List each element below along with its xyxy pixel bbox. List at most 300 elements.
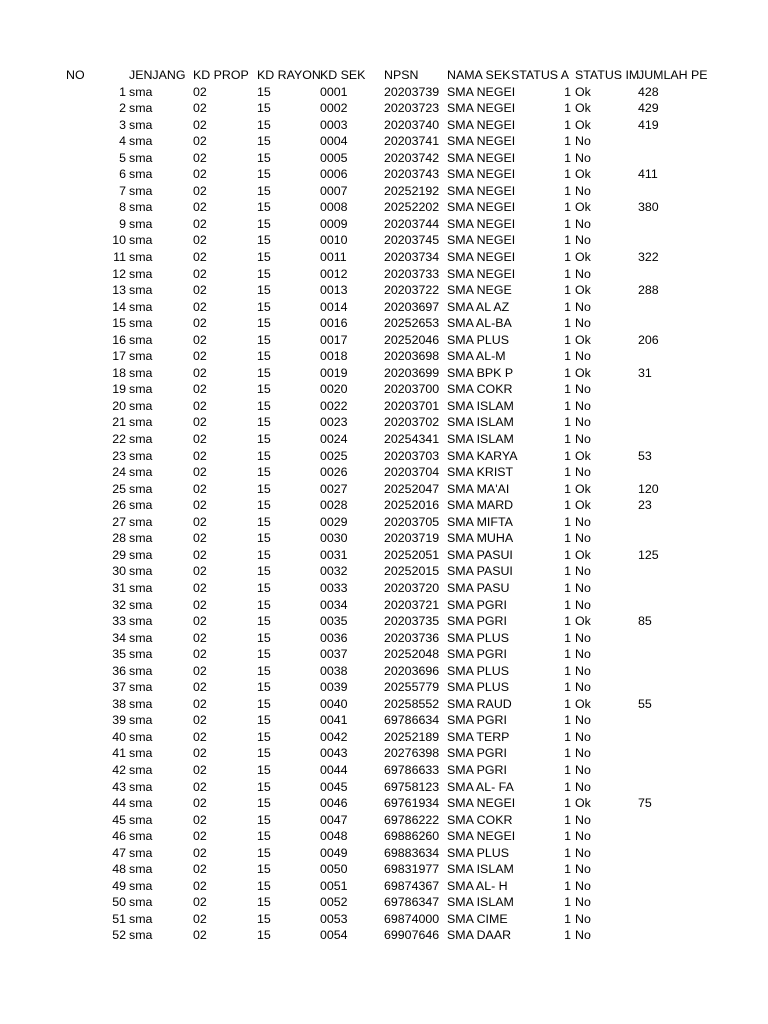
cell-kd-prop[interactable]: 02 <box>193 117 207 132</box>
cell-status-im[interactable]: No <box>575 580 591 595</box>
cell-status-im[interactable]: No <box>575 233 591 248</box>
cell-kd-prop[interactable]: 02 <box>193 134 207 149</box>
cell-status-a[interactable]: 1 <box>564 498 571 513</box>
cell-jenjang[interactable]: sma <box>129 101 153 116</box>
cell-npsn[interactable]: 20203736 <box>384 630 440 645</box>
cell-status-a[interactable]: 1 <box>564 101 571 116</box>
cell-npsn[interactable]: 69786633 <box>384 762 440 777</box>
cell-kd-prop[interactable]: 02 <box>193 580 207 595</box>
cell-nama-sek[interactable]: SMA PGRI <box>447 614 507 629</box>
cell-kd-rayon[interactable]: 15 <box>257 316 271 331</box>
cell-jenjang[interactable]: sma <box>129 895 153 910</box>
cell-status-im[interactable]: No <box>575 647 591 662</box>
cell-no[interactable]: 30 <box>112 564 126 579</box>
cell-no[interactable]: 41 <box>112 746 126 761</box>
cell-npsn[interactable]: 69786222 <box>384 812 440 827</box>
cell-jenjang[interactable]: sma <box>129 845 153 860</box>
header-kd-rayon[interactable]: KD RAYON <box>257 68 321 82</box>
cell-jumlah[interactable]: 380 <box>638 200 659 215</box>
cell-nama-sek[interactable]: SMA NEGEI <box>447 829 516 844</box>
cell-status-im[interactable]: Ok <box>575 614 591 629</box>
cell-kd-rayon[interactable]: 15 <box>257 531 271 546</box>
cell-kd-rayon[interactable]: 15 <box>257 398 271 413</box>
cell-kd-prop[interactable]: 02 <box>193 895 207 910</box>
cell-nama-sek[interactable]: SMA CIME <box>447 911 508 926</box>
cell-kd-rayon[interactable]: 15 <box>257 266 271 281</box>
header-jenjang[interactable]: JENJANG <box>129 68 186 82</box>
cell-no[interactable]: 13 <box>112 283 126 298</box>
cell-npsn[interactable]: 20252051 <box>384 547 440 562</box>
cell-status-im[interactable]: No <box>575 911 591 926</box>
cell-kd-rayon[interactable]: 15 <box>257 84 271 99</box>
cell-kd-sek[interactable]: 0052 <box>320 895 348 910</box>
cell-kd-rayon[interactable]: 15 <box>257 432 271 447</box>
cell-jenjang[interactable]: sma <box>129 167 153 182</box>
cell-status-a[interactable]: 1 <box>564 779 571 794</box>
cell-jenjang[interactable]: sma <box>129 597 153 612</box>
cell-nama-sek[interactable]: SMA ISLAM <box>447 862 514 877</box>
cell-no[interactable]: 16 <box>112 332 126 347</box>
cell-nama-sek[interactable]: SMA AL- FA <box>447 779 514 794</box>
cell-kd-sek[interactable]: 0047 <box>320 812 348 827</box>
cell-kd-sek[interactable]: 0028 <box>320 498 348 513</box>
cell-kd-sek[interactable]: 0036 <box>320 630 348 645</box>
cell-jenjang[interactable]: sma <box>129 746 153 761</box>
cell-status-a[interactable]: 1 <box>564 630 571 645</box>
cell-kd-rayon[interactable]: 15 <box>257 630 271 645</box>
cell-kd-rayon[interactable]: 15 <box>257 465 271 480</box>
cell-no[interactable]: 32 <box>112 597 126 612</box>
cell-nama-sek[interactable]: SMA NEGEI <box>447 216 516 231</box>
cell-nama-sek[interactable]: SMA NEGEI <box>447 183 516 198</box>
cell-nama-sek[interactable]: SMA NEGEI <box>447 167 516 182</box>
cell-jenjang[interactable]: sma <box>129 812 153 827</box>
cell-jenjang[interactable]: sma <box>129 398 153 413</box>
cell-jenjang[interactable]: sma <box>129 696 153 711</box>
cell-kd-sek[interactable]: 0006 <box>320 167 348 182</box>
cell-no[interactable]: 21 <box>112 415 126 430</box>
cell-jenjang[interactable]: sma <box>129 862 153 877</box>
cell-status-a[interactable]: 1 <box>564 283 571 298</box>
cell-kd-sek[interactable]: 0034 <box>320 597 348 612</box>
cell-npsn[interactable]: 20203703 <box>384 448 440 463</box>
cell-kd-rayon[interactable]: 15 <box>257 233 271 248</box>
cell-no[interactable]: 5 <box>119 150 126 165</box>
cell-npsn[interactable]: 20203735 <box>384 614 440 629</box>
cell-no[interactable]: 45 <box>112 812 126 827</box>
cell-jenjang[interactable]: sma <box>129 779 153 794</box>
cell-no[interactable]: 51 <box>112 911 126 926</box>
cell-kd-sek[interactable]: 0026 <box>320 465 348 480</box>
cell-status-im[interactable]: No <box>575 680 591 695</box>
cell-status-im[interactable]: No <box>575 762 591 777</box>
cell-status-a[interactable]: 1 <box>564 713 571 728</box>
cell-status-im[interactable]: Ok <box>575 547 591 562</box>
cell-jenjang[interactable]: sma <box>129 614 153 629</box>
cell-jenjang[interactable]: sma <box>129 580 153 595</box>
cell-nama-sek[interactable]: SMA NEGEI <box>447 150 516 165</box>
cell-jenjang[interactable]: sma <box>129 349 153 364</box>
cell-kd-rayon[interactable]: 15 <box>257 729 271 744</box>
cell-no[interactable]: 50 <box>112 895 126 910</box>
cell-status-a[interactable]: 1 <box>564 432 571 447</box>
cell-status-a[interactable]: 1 <box>564 134 571 149</box>
cell-npsn[interactable]: 20203704 <box>384 465 440 480</box>
cell-kd-prop[interactable]: 02 <box>193 200 207 215</box>
cell-kd-sek[interactable]: 0016 <box>320 316 348 331</box>
cell-nama-sek[interactable]: SMA RAUD <box>447 696 512 711</box>
cell-kd-rayon[interactable]: 15 <box>257 647 271 662</box>
cell-nama-sek[interactable]: SMA ISLAM <box>447 432 514 447</box>
cell-no[interactable]: 17 <box>112 349 126 364</box>
cell-npsn[interactable]: 20252047 <box>384 481 440 496</box>
cell-nama-sek[interactable]: SMA AL-BA <box>447 316 512 331</box>
cell-kd-prop[interactable]: 02 <box>193 928 207 943</box>
cell-jumlah[interactable]: 75 <box>638 796 652 811</box>
cell-kd-prop[interactable]: 02 <box>193 498 207 513</box>
cell-npsn[interactable]: 20203742 <box>384 150 440 165</box>
cell-status-a[interactable]: 1 <box>564 928 571 943</box>
cell-jenjang[interactable]: sma <box>129 911 153 926</box>
cell-kd-prop[interactable]: 02 <box>193 663 207 678</box>
cell-status-a[interactable]: 1 <box>564 729 571 744</box>
cell-status-im[interactable]: No <box>575 597 591 612</box>
cell-kd-rayon[interactable]: 15 <box>257 382 271 397</box>
cell-kd-rayon[interactable]: 15 <box>257 762 271 777</box>
cell-jenjang[interactable]: sma <box>129 332 153 347</box>
cell-kd-rayon[interactable]: 15 <box>257 365 271 380</box>
cell-no[interactable]: 24 <box>112 465 126 480</box>
cell-status-a[interactable]: 1 <box>564 150 571 165</box>
cell-status-im[interactable]: Ok <box>575 448 591 463</box>
cell-kd-sek[interactable]: 0054 <box>320 928 348 943</box>
cell-kd-sek[interactable]: 0024 <box>320 432 348 447</box>
cell-status-im[interactable]: Ok <box>575 117 591 132</box>
cell-status-a[interactable]: 1 <box>564 647 571 662</box>
cell-kd-rayon[interactable]: 15 <box>257 183 271 198</box>
cell-kd-prop[interactable]: 02 <box>193 630 207 645</box>
cell-kd-sek[interactable]: 0004 <box>320 134 348 149</box>
cell-jenjang[interactable]: sma <box>129 448 153 463</box>
cell-status-a[interactable]: 1 <box>564 812 571 827</box>
cell-no[interactable]: 22 <box>112 432 126 447</box>
cell-npsn[interactable]: 20255779 <box>384 680 440 695</box>
cell-kd-rayon[interactable]: 15 <box>257 481 271 496</box>
cell-npsn[interactable]: 20252048 <box>384 647 440 662</box>
cell-jenjang[interactable]: sma <box>129 564 153 579</box>
cell-kd-rayon[interactable]: 15 <box>257 911 271 926</box>
cell-kd-sek[interactable]: 0030 <box>320 531 348 546</box>
cell-kd-sek[interactable]: 0037 <box>320 647 348 662</box>
cell-kd-rayon[interactable]: 15 <box>257 547 271 562</box>
cell-npsn[interactable]: 20203740 <box>384 117 440 132</box>
cell-nama-sek[interactable]: SMA PGRI <box>447 647 507 662</box>
cell-no[interactable]: 1 <box>119 84 126 99</box>
cell-kd-prop[interactable]: 02 <box>193 564 207 579</box>
cell-kd-prop[interactable]: 02 <box>193 547 207 562</box>
cell-kd-prop[interactable]: 02 <box>193 266 207 281</box>
cell-jenjang[interactable]: sma <box>129 531 153 546</box>
cell-status-im[interactable]: Ok <box>575 84 591 99</box>
cell-no[interactable]: 35 <box>112 647 126 662</box>
cell-status-a[interactable]: 1 <box>564 233 571 248</box>
cell-npsn[interactable]: 20203743 <box>384 167 440 182</box>
cell-no[interactable]: 36 <box>112 663 126 678</box>
cell-kd-sek[interactable]: 0009 <box>320 216 348 231</box>
cell-kd-prop[interactable]: 02 <box>193 250 207 265</box>
cell-kd-rayon[interactable]: 15 <box>257 167 271 182</box>
cell-status-im[interactable]: No <box>575 729 591 744</box>
cell-kd-rayon[interactable]: 15 <box>257 216 271 231</box>
cell-jenjang[interactable]: sma <box>129 299 153 314</box>
cell-jenjang[interactable]: sma <box>129 514 153 529</box>
cell-kd-sek[interactable]: 0046 <box>320 796 348 811</box>
cell-no[interactable]: 47 <box>112 845 126 860</box>
cell-status-im[interactable]: Ok <box>575 696 591 711</box>
cell-status-im[interactable]: Ok <box>575 250 591 265</box>
cell-jenjang[interactable]: sma <box>129 663 153 678</box>
cell-status-im[interactable]: No <box>575 398 591 413</box>
cell-kd-prop[interactable]: 02 <box>193 481 207 496</box>
cell-no[interactable]: 48 <box>112 862 126 877</box>
cell-jenjang[interactable]: sma <box>129 647 153 662</box>
cell-status-a[interactable]: 1 <box>564 415 571 430</box>
cell-status-a[interactable]: 1 <box>564 117 571 132</box>
cell-no[interactable]: 15 <box>112 316 126 331</box>
cell-kd-rayon[interactable]: 15 <box>257 117 271 132</box>
cell-kd-prop[interactable]: 02 <box>193 746 207 761</box>
cell-npsn[interactable]: 69874367 <box>384 878 440 893</box>
cell-status-im[interactable]: Ok <box>575 365 591 380</box>
cell-nama-sek[interactable]: SMA ISLAM <box>447 895 514 910</box>
cell-kd-sek[interactable]: 0031 <box>320 547 348 562</box>
cell-no[interactable]: 11 <box>113 250 126 265</box>
cell-kd-sek[interactable]: 0049 <box>320 845 348 860</box>
cell-status-a[interactable]: 1 <box>564 299 571 314</box>
cell-nama-sek[interactable]: SMA AL AZ <box>447 299 510 314</box>
cell-status-a[interactable]: 1 <box>564 200 571 215</box>
cell-jenjang[interactable]: sma <box>129 233 153 248</box>
cell-kd-prop[interactable]: 02 <box>193 729 207 744</box>
cell-status-im[interactable]: Ok <box>575 481 591 496</box>
cell-jenjang[interactable]: sma <box>129 382 153 397</box>
cell-kd-sek[interactable]: 0001 <box>320 84 348 99</box>
cell-kd-rayon[interactable]: 15 <box>257 597 271 612</box>
cell-nama-sek[interactable]: SMA AL-M <box>447 349 506 364</box>
cell-kd-prop[interactable]: 02 <box>193 183 207 198</box>
cell-kd-prop[interactable]: 02 <box>193 415 207 430</box>
cell-kd-sek[interactable]: 0018 <box>320 349 348 364</box>
cell-kd-prop[interactable]: 02 <box>193 779 207 794</box>
cell-jenjang[interactable]: sma <box>129 117 153 132</box>
cell-kd-rayon[interactable]: 15 <box>257 928 271 943</box>
cell-npsn[interactable]: 20252016 <box>384 498 440 513</box>
cell-jenjang[interactable]: sma <box>129 878 153 893</box>
cell-no[interactable]: 31 <box>112 580 126 595</box>
cell-jenjang[interactable]: sma <box>129 762 153 777</box>
cell-status-a[interactable]: 1 <box>564 862 571 877</box>
cell-nama-sek[interactable]: SMA NEGEI <box>447 200 516 215</box>
cell-no[interactable]: 49 <box>112 878 126 893</box>
cell-kd-rayon[interactable]: 15 <box>257 796 271 811</box>
cell-no[interactable]: 43 <box>112 779 126 794</box>
cell-status-im[interactable]: No <box>575 183 591 198</box>
cell-nama-sek[interactable]: SMA PLUS <box>447 663 509 678</box>
cell-npsn[interactable]: 20203699 <box>384 365 440 380</box>
cell-kd-rayon[interactable]: 15 <box>257 299 271 314</box>
cell-jenjang[interactable]: sma <box>129 316 153 331</box>
cell-kd-rayon[interactable]: 15 <box>257 332 271 347</box>
cell-no[interactable]: 26 <box>112 498 126 513</box>
cell-kd-rayon[interactable]: 15 <box>257 349 271 364</box>
cell-status-im[interactable]: No <box>575 713 591 728</box>
cell-kd-sek[interactable]: 0051 <box>320 878 348 893</box>
cell-kd-sek[interactable]: 0053 <box>320 911 348 926</box>
cell-kd-sek[interactable]: 0008 <box>320 200 348 215</box>
cell-npsn[interactable]: 69907646 <box>384 928 440 943</box>
cell-nama-sek[interactable]: SMA NEGEI <box>447 117 516 132</box>
cell-kd-sek[interactable]: 0002 <box>320 101 348 116</box>
cell-jenjang[interactable]: sma <box>129 630 153 645</box>
cell-no[interactable]: 19 <box>112 382 126 397</box>
cell-status-im[interactable]: No <box>575 216 591 231</box>
cell-kd-rayon[interactable]: 15 <box>257 614 271 629</box>
cell-jenjang[interactable]: sma <box>129 150 153 165</box>
cell-kd-prop[interactable]: 02 <box>193 101 207 116</box>
cell-status-a[interactable]: 1 <box>564 580 571 595</box>
cell-kd-prop[interactable]: 02 <box>193 448 207 463</box>
cell-status-im[interactable]: Ok <box>575 101 591 116</box>
cell-nama-sek[interactable]: SMA PASUI <box>447 564 513 579</box>
cell-kd-rayon[interactable]: 15 <box>257 746 271 761</box>
cell-status-im[interactable]: No <box>575 349 591 364</box>
cell-no[interactable]: 14 <box>112 299 126 314</box>
header-npsn[interactable]: NPSN <box>384 68 419 82</box>
cell-status-a[interactable]: 1 <box>564 365 571 380</box>
cell-kd-rayon[interactable]: 15 <box>257 862 271 877</box>
cell-npsn[interactable]: 20203744 <box>384 216 440 231</box>
cell-kd-rayon[interactable]: 15 <box>257 895 271 910</box>
cell-nama-sek[interactable]: SMA PLUS <box>447 332 509 347</box>
cell-no[interactable]: 52 <box>112 928 126 943</box>
cell-kd-rayon[interactable]: 15 <box>257 200 271 215</box>
cell-kd-rayon[interactable]: 15 <box>257 713 271 728</box>
cell-npsn[interactable]: 20252046 <box>384 332 440 347</box>
cell-kd-rayon[interactable]: 15 <box>257 779 271 794</box>
cell-npsn[interactable]: 20276398 <box>384 746 440 761</box>
cell-kd-rayon[interactable]: 15 <box>257 845 271 860</box>
cell-status-im[interactable]: No <box>575 862 591 877</box>
cell-kd-prop[interactable]: 02 <box>193 762 207 777</box>
cell-kd-prop[interactable]: 02 <box>193 597 207 612</box>
cell-kd-prop[interactable]: 02 <box>193 796 207 811</box>
cell-kd-rayon[interactable]: 15 <box>257 283 271 298</box>
cell-kd-sek[interactable]: 0044 <box>320 762 348 777</box>
cell-status-im[interactable]: Ok <box>575 200 591 215</box>
cell-status-a[interactable]: 1 <box>564 746 571 761</box>
cell-status-im[interactable]: Ok <box>575 283 591 298</box>
cell-no[interactable]: 23 <box>112 448 126 463</box>
cell-no[interactable]: 4 <box>119 134 126 149</box>
cell-npsn[interactable]: 69883634 <box>384 845 440 860</box>
cell-status-a[interactable]: 1 <box>564 398 571 413</box>
header-nama-sek[interactable]: NAMA SEK <box>447 68 511 82</box>
cell-npsn[interactable]: 20203721 <box>384 597 440 612</box>
cell-kd-prop[interactable]: 02 <box>193 216 207 231</box>
cell-kd-prop[interactable]: 02 <box>193 150 207 165</box>
cell-npsn[interactable]: 20203698 <box>384 349 440 364</box>
cell-jumlah[interactable]: 125 <box>638 547 659 562</box>
cell-kd-rayon[interactable]: 15 <box>257 878 271 893</box>
cell-kd-prop[interactable]: 02 <box>193 316 207 331</box>
cell-status-im[interactable]: No <box>575 928 591 943</box>
cell-npsn[interactable]: 20203745 <box>384 233 440 248</box>
cell-no[interactable]: 10 <box>112 233 126 248</box>
cell-jumlah[interactable]: 288 <box>638 283 659 298</box>
cell-kd-prop[interactable]: 02 <box>193 696 207 711</box>
cell-nama-sek[interactable]: SMA NEGEI <box>447 796 516 811</box>
cell-kd-rayon[interactable]: 15 <box>257 812 271 827</box>
cell-jenjang[interactable]: sma <box>129 134 153 149</box>
cell-status-im[interactable]: No <box>575 779 591 794</box>
cell-kd-prop[interactable]: 02 <box>193 647 207 662</box>
cell-jenjang[interactable]: sma <box>129 729 153 744</box>
cell-npsn[interactable]: 20252015 <box>384 564 440 579</box>
cell-nama-sek[interactable]: SMA PGRI <box>447 713 507 728</box>
cell-kd-prop[interactable]: 02 <box>193 432 207 447</box>
cell-npsn[interactable]: 20252192 <box>384 183 440 198</box>
cell-jenjang[interactable]: sma <box>129 547 153 562</box>
cell-kd-prop[interactable]: 02 <box>193 713 207 728</box>
cell-kd-prop[interactable]: 02 <box>193 349 207 364</box>
cell-kd-sek[interactable]: 0043 <box>320 746 348 761</box>
cell-nama-sek[interactable]: SMA PGRI <box>447 746 507 761</box>
cell-status-im[interactable]: No <box>575 746 591 761</box>
cell-status-a[interactable]: 1 <box>564 216 571 231</box>
cell-kd-prop[interactable]: 02 <box>193 911 207 926</box>
cell-kd-sek[interactable]: 0014 <box>320 299 348 314</box>
cell-no[interactable]: 34 <box>112 630 126 645</box>
cell-status-a[interactable]: 1 <box>564 911 571 926</box>
cell-status-a[interactable]: 1 <box>564 514 571 529</box>
cell-jumlah[interactable]: 206 <box>638 332 659 347</box>
cell-status-im[interactable]: No <box>575 829 591 844</box>
cell-kd-sek[interactable]: 0025 <box>320 448 348 463</box>
header-kd-sek[interactable]: KD SEK <box>320 68 366 82</box>
cell-kd-sek[interactable]: 0023 <box>320 415 348 430</box>
cell-kd-prop[interactable]: 02 <box>193 365 207 380</box>
cell-kd-sek[interactable]: 0010 <box>320 233 348 248</box>
cell-kd-sek[interactable]: 0032 <box>320 564 348 579</box>
cell-status-a[interactable]: 1 <box>564 762 571 777</box>
cell-npsn[interactable]: 20203700 <box>384 382 440 397</box>
cell-status-im[interactable]: Ok <box>575 796 591 811</box>
cell-nama-sek[interactable]: SMA PLUS <box>447 680 509 695</box>
cell-npsn[interactable]: 69758123 <box>384 779 440 794</box>
cell-status-im[interactable]: No <box>575 382 591 397</box>
cell-status-a[interactable]: 1 <box>564 266 571 281</box>
cell-kd-sek[interactable]: 0041 <box>320 713 348 728</box>
cell-npsn[interactable]: 69874000 <box>384 911 440 926</box>
cell-npsn[interactable]: 69831977 <box>384 862 440 877</box>
cell-nama-sek[interactable]: SMA NEGEI <box>447 250 516 265</box>
cell-kd-sek[interactable]: 0020 <box>320 382 348 397</box>
cell-nama-sek[interactable]: SMA NEGE <box>447 283 512 298</box>
cell-kd-rayon[interactable]: 15 <box>257 101 271 116</box>
cell-status-im[interactable]: No <box>575 564 591 579</box>
cell-status-im[interactable]: No <box>575 432 591 447</box>
cell-nama-sek[interactable]: SMA PGRI <box>447 762 507 777</box>
